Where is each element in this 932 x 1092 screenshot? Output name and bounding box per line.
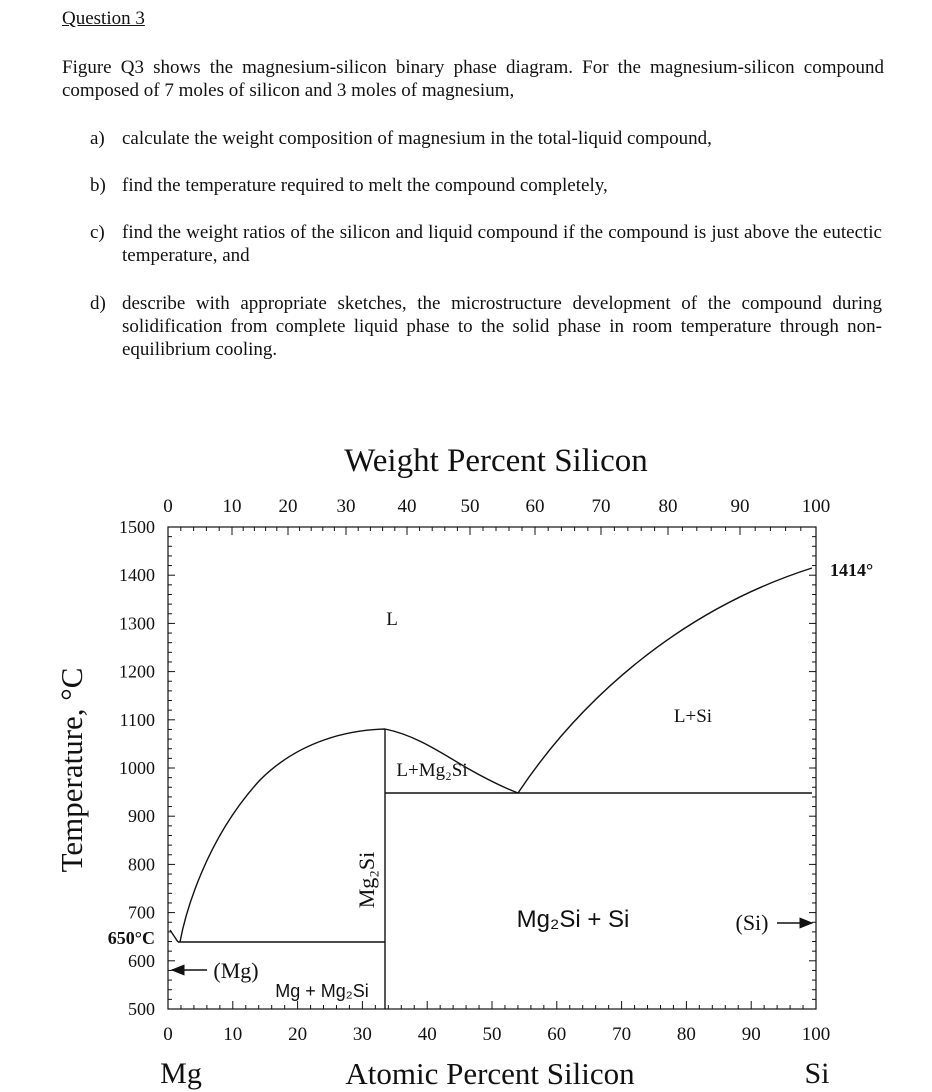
top-tick-label: 0 <box>163 496 173 517</box>
liquidus-si-side <box>518 568 812 793</box>
part-label: b) <box>90 175 106 196</box>
y-tick-label: 1000 <box>119 758 155 778</box>
bottom-tick-label: 60 <box>547 1024 567 1045</box>
bottom-tick-label: 80 <box>676 1024 696 1045</box>
y-tick-label: 700 <box>128 902 155 923</box>
mg-mg2si-region-label: Mg + Mg₂Si <box>275 981 369 1001</box>
bottom-tick-label: 70 <box>612 1024 632 1045</box>
liquid-mg2si-region-label: L+Mg₂Si <box>396 760 468 781</box>
bottom-axis-title: Atomic Percent Silicon <box>345 1056 635 1091</box>
plot-frame <box>168 527 816 1009</box>
part-text: find the weight ratios of the silicon and liquid compound if the compound is just above the eutectic temperature, and <box>122 222 882 266</box>
top-tick-label: 10 <box>222 496 242 517</box>
top-tick-label: 90 <box>730 496 750 517</box>
bottom-tick-label: 30 <box>352 1024 372 1045</box>
mg-solvus <box>170 930 178 942</box>
top-tick-label: 60 <box>525 496 545 517</box>
part-text: calculate the weight composition of magnesium in the total-liquid compound, <box>122 128 712 149</box>
mg2si-vertical-label: Mg₂Si <box>354 851 379 909</box>
liquidus-mg-side <box>180 729 385 942</box>
bottom-tick-label: 100 <box>801 1024 831 1045</box>
mg-phase-label: (Mg) <box>213 958 259 983</box>
y-tick-label: 1100 <box>119 709 155 730</box>
part-text: describe with appropriate sketches, the microstructure development of the compound during solidification from complete liquid phase to the solid phase in room temperature through non-equilibrium cooling. <box>122 293 882 360</box>
mg-melting-label: 650°C <box>107 928 155 948</box>
bottom-tick-label: 90 <box>741 1024 761 1045</box>
part-label: a) <box>90 128 105 149</box>
bottom-tick-labels <box>163 1024 830 1045</box>
bottom-tick-label: 50 <box>482 1024 502 1045</box>
top-tick-label: 20 <box>278 496 298 517</box>
y-tick-label: 600 <box>128 950 155 971</box>
top-tick-label: 30 <box>336 496 356 517</box>
top-tick-label: 70 <box>591 496 611 517</box>
top-tick-label: 100 <box>801 496 831 517</box>
y-tick-label: 1200 <box>119 661 155 682</box>
right-element-label: Si <box>804 1057 830 1090</box>
minor-ticks <box>168 527 816 1009</box>
liquid-si-region-label: L+Si <box>673 706 713 727</box>
bottom-tick-label: 40 <box>417 1024 437 1045</box>
top-tick-label: 80 <box>658 496 678 517</box>
si-phase-label: (Si) <box>735 910 769 935</box>
bottom-tick-label: 20 <box>288 1024 308 1045</box>
top-tick-labels <box>163 496 830 517</box>
y-tick-label: 1300 <box>119 613 155 634</box>
y-tick-label: 500 <box>128 999 155 1019</box>
part-text: find the temperature required to melt the compound completely, <box>122 175 608 196</box>
y-tick-label: 900 <box>128 806 155 827</box>
top-tick-label: 40 <box>397 496 417 517</box>
part-label: d) <box>90 293 106 314</box>
y-tick-label: 1400 <box>119 565 155 586</box>
left-element-label: Mg <box>160 1057 202 1090</box>
question-intro: Figure Q3 shows the magnesium-silicon binary phase diagram. For the magnesium-silicon compound composed of 7 moles of silicon and 3 moles of magnesium, <box>62 57 884 101</box>
mg2si-si-region-label: Mg₂Si + Si <box>516 906 630 933</box>
question-title: Question 3 <box>62 8 145 29</box>
si-melting-label: 1414° <box>830 560 874 580</box>
top-axis-title: Weight Percent Silicon <box>344 443 648 479</box>
bottom-tick-label: 0 <box>163 1024 173 1045</box>
y-axis-title: Temperature, °C <box>54 667 89 873</box>
y-tick-label: 1500 <box>119 517 155 537</box>
bottom-tick-label: 10 <box>223 1024 243 1045</box>
liquid-region-label: L <box>386 609 398 630</box>
part-label: c) <box>90 222 105 243</box>
y-tick-label: 800 <box>128 854 155 875</box>
top-tick-label: 50 <box>460 496 480 517</box>
